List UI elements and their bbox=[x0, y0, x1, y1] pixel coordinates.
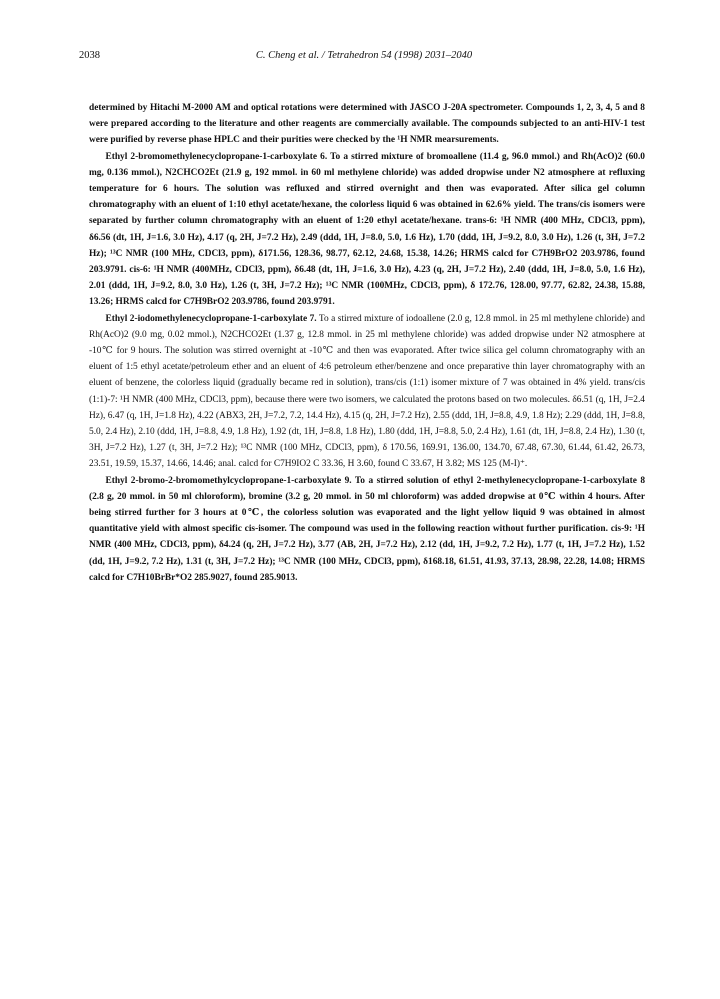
paragraph-compound-7 bbox=[89, 311, 645, 473]
paragraph-text: To a stirred mixture of bromoallene (11.4 g, 96.0 mmol.) and Rh(AcO)2 (60.0 mg, 0.136 mmol.), N2CHCO2Et (21.9 g, 192 mmol. in 60 ml methylene chloride) was added dropwise under N2 atmosphere at refluxing temperature for 6 hours. The solution was refluxed and stirred overnight and then was evaporated. After silica gel column chromatography with an eluent of 1:10 ethyl acetate/hexane, the colorless liquid 6 was obtained in 62.6% yield. The trans/cis isomers were separated by further column chromatography with an eluent of 1:20 ethyl acetate/hexane. trans-6: ¹H NMR (400 MHz, CDCl3, ppm), δ6.56 (dt, 1H, J=1.6, 3.0 Hz), 4.17 (q, 2H, J=7.2 Hz), 2.49 (ddd, 1H, J=8.0, 5.0, 1.6 Hz), 1.70 (ddd, 1H, J=9.2, 8.0, 3.0 Hz), 1.26 (t, 3H, J=7.2 Hz); ¹³C NMR (100 MHz, CDCl3, ppm), δ171.56, 128.36, 98.77, 62.12, 24.68, 15.38, 14.26; HRMS calcd for C7H9BrO2 203.9786, found 203.9791. cis-6: ¹H NMR (400MHz, CDCl3, ppm), δ6.48 (dt, 1H, J=1.6, 3.0 Hz), 4.23 (q, 2H, J=7.2 Hz), 2.40 (ddd, 1H, J=8.0, 5.0, 1.6 Hz), 2.01 (ddd, 1H, J=9.2, 8.0, 3.0 Hz), 1.26 (t, 3H, J=7.2 Hz); ¹³C NMR (100MHz, CDCl3, ppm), δ 172.76, 128.00, 97.77, 62.82, 24.38, 15.88, 13.26; HRMS calcd for C7H9BrO2 203.9786, found 203.9791. bbox=[89, 151, 645, 308]
paragraph-text: To a stirred mixture of iodoallene (2.0 g, 12.8 mmol. in 25 ml methylene chloride) and Rh(AcO)2 (9.0 mg, 0.02 mmol.), N2CHCO2Et (1.37 g, 12.8 mmol. in 25 ml methylene chloride) was added dropwise under N2 atmosphere at -10℃ for 9 hours. The solution was stirred overnight at -10℃ and then was evaporated. After twice silica gel column chromatography with an eluent of 1:5 ethyl acetate/petroleum ether and an eluent of 4:6 petroleum ether/benzene and once preparative thin layer chromatography with an eluent of benzene, the colorless liquid (gradually became red in solution), trans/cis (1:1) isomer mixture of 7 was obtained in 4% yield. trans/cis (1:1)-7: ¹H NMR (400 MHz, CDCl3, ppm), because there were two isomers, we calculated the protons based on two molecules. δ6.51 (q, 1H, J=2.4 Hz), 6.47 (q, 1H, J=1.8 Hz), 4.22 (ABX3, 2H, J=7.2, 7.2, 14.4 Hz), 4.15 (q, 2H, J=7.2 Hz), 2.55 (ddd, 1H, J=8.8, 4.9, 1.8 Hz); 2.29 (ddd, 1H, J=8.8, 5.0, 2.4 Hz), 2.10 (ddd, 1H, J=8.8, 4.9, 1.8 Hz), 1.92 (dt, 1H, J=8.8, 1.8 Hz), 1.80 (ddd, 1H, J=8.8, 5.0, 2.4 Hz), 1.61 (dt, 1H, J=8.8, 2.4 Hz), 1.30 (t, 3H, J=7.2 Hz), 1.27 (t, 3H, J=7.2 Hz); ¹³C NMR (100 MHz, CDCl3, ppm), δ 170.56, 169.91, 136.00, 134.70, 67.48, 67.30, 61.44, 61.42, 26.73, 23.51, 19.59, 15.37, 14.66, 14.46; anal. calcd for C7H9IO2 C 33.36, H 3.60, found C 33.67, H 3.82; MS 125 (M-I)⁺. bbox=[89, 313, 645, 470]
article-body bbox=[89, 100, 645, 586]
paragraph-text: To a stirred solution of ethyl 2-methylenecyclopropane-1-carboxylate 8 (2.8 g, 20 mmol. in 50 ml chloroform), bromine (3.2 g, 20 mmol. in 50 ml chloroform) was added dropwise at 0℃ within 4 hours. After being stirred further for 3 hours at 0℃, the colorless solution was evaporated and the light yellow liquid 9 was obtained in almost quantitative yield with almost specific cis-isomer. The compound was used in the following reaction without further purification. cis-9: ¹H NMR (400 MHz, CDCl3, ppm), δ4.24 (q, 2H, J=7.2 Hz), 3.77 (AB, 2H, J=7.2 Hz), 2.12 (dd, 1H, J=9.2, 7.2 Hz), 1.77 (t, 1H, J=7.2 Hz), 1.52 (dd, 1H, J=9.2, 7.2 Hz), 1.31 (t, 3H, J=7.2 Hz); ¹³C NMR (100 MHz, CDCl3, ppm), δ168.18, 61.51, 41.93, 37.13, 28.98, 22.28, 14.08; HRMS calcd for C7H10BrBr*O2 285.9027, found 285.9013. bbox=[89, 475, 646, 583]
page-header bbox=[79, 50, 649, 66]
compound-heading: Ethyl 2-bromo-2-bromomethylcyclopropane-1-carboxylate 9. bbox=[105, 475, 352, 486]
paragraph-methods bbox=[89, 100, 645, 149]
paragraph-text: determined by Hitachi M-2000 AM and optical rotations were determined with JASCO J-20A spectrometer. Compounds 1, 2, 3, 4, 5 and 8 were prepared according to the literature and other reagents are commercially available. The compounds subjected to an anti-HIV-1 test were purified by reverse phase HPLC and their purities were checked by the ¹H NMR mearsurements. bbox=[89, 103, 645, 146]
paragraph-compound-9 bbox=[89, 473, 645, 586]
compound-heading: Ethyl 2-iodomethylenecyclopropane-1-carboxylate 7. bbox=[105, 313, 317, 324]
compound-heading: Ethyl 2-bromomethylenecyclopropane-1-carboxylate 6. bbox=[105, 151, 328, 162]
paragraph-compound-6 bbox=[89, 149, 645, 311]
page-number: 2038 bbox=[79, 50, 100, 61]
running-head: C. Cheng et al. / Tetrahedron 54 (1998) 2031–2040 bbox=[255, 50, 473, 61]
